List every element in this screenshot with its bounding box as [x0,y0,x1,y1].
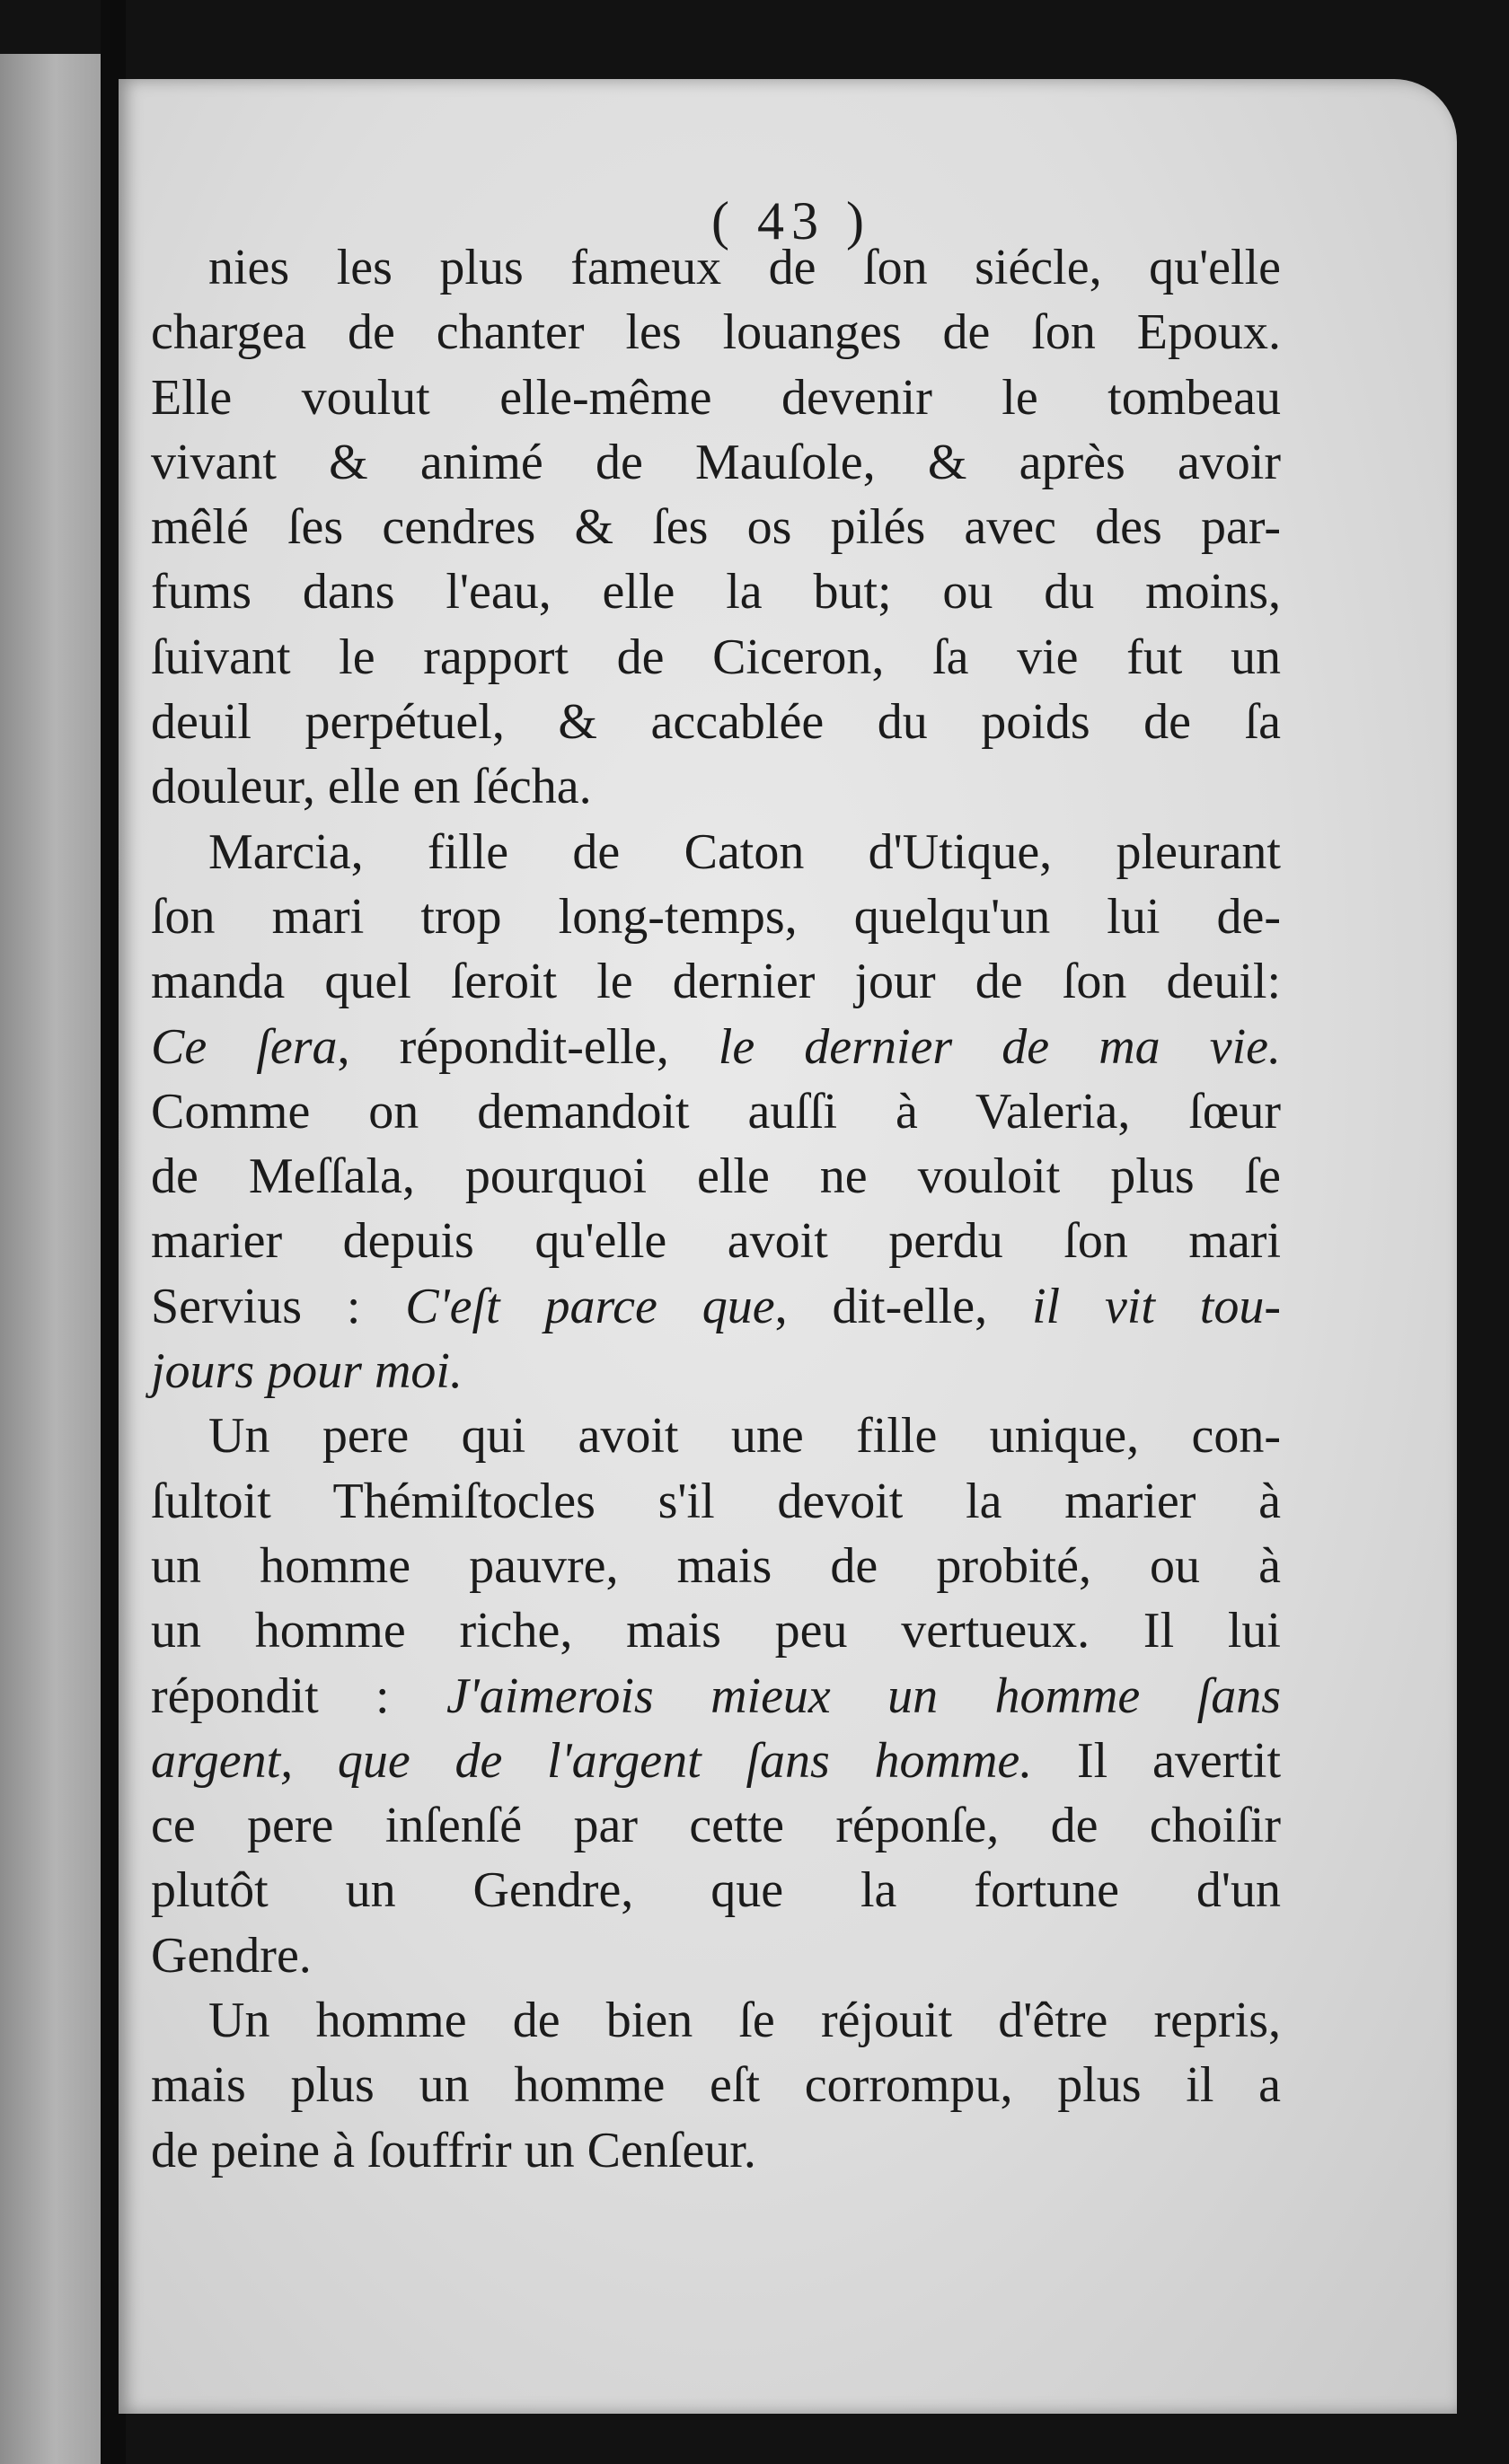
paragraph [151,820,1281,1404]
italic-text: Ce ſera [151,1018,338,1075]
text-line [151,1469,1281,1534]
text-run: Comme on demandoit auſſi à Valeria, ſœur [151,1083,1281,1140]
text-run: Il avertit [1032,1732,1281,1789]
italic-text: C'eſt parce que [405,1278,775,1334]
page-number: ( 43 ) [711,191,871,251]
text-run: douleur, elle en ſécha. [151,759,592,815]
text-run: marier depuis qu'elle avoit perdu ſon mari [151,1213,1281,1270]
text-line [151,1793,1281,1858]
text-run: un homme pauvre, mais de probité, ou à [151,1537,1281,1594]
text-line [151,559,1281,624]
text-run: de Meſſala, pourquoi elle ne vouloit plus ſe [151,1148,1281,1205]
text-line [151,884,1281,949]
text-line [151,820,1281,884]
text-run: , dit-elle, [774,1278,1032,1334]
text-line [151,949,1281,1014]
text-run: ſultoit Thémiſtocles s'il devoit la marier à [151,1473,1281,1529]
text-run: Elle voulut elle-même devenir le tombeau [151,369,1281,426]
text-run: Un pere qui avoit une fille unique, con- [208,1408,1281,1465]
text-run: Gendre. [151,1927,312,1984]
text-run: nies les plus fameux de ſon siécle, qu'elle [208,240,1281,295]
text-run: mêlé ſes cendres & ſes os pilés avec des par- [151,499,1281,556]
text-run: répondit : [151,1668,446,1724]
text-line [151,1729,1281,1793]
text-run: un homme riche, mais peu vertueux. Il lui [151,1603,1281,1659]
text-run: Un homme de bien ſe réjouit d'être repris, [208,1993,1281,2049]
text-line [151,1988,1281,2053]
text-line [151,690,1281,754]
paragraph [151,1404,1281,1988]
text-run: vivant & animé de Mauſole, & après avoir [151,434,1281,490]
text-line [151,1923,1281,1988]
text-line [151,2118,1281,2183]
text-line [151,1079,1281,1144]
page-text [151,235,1281,2183]
italic-text: il vit tou- [1031,1278,1282,1334]
text-line [151,1534,1281,1598]
text-run: plutôt un Gendre, que la fortune d'un [151,1862,1281,1919]
italic-text: le dernier de ma vie. [718,1018,1281,1075]
text-line [151,1209,1281,1273]
text-line [151,2053,1281,2117]
text-run: Servius : [151,1278,406,1334]
italic-text: argent, que de l'argent ſans homme. [151,1732,1033,1789]
text-line [151,495,1281,559]
text-run: deuil perpétuel, & accablée du poids de ſa [151,694,1281,751]
text-line [151,235,1281,300]
text-run: de peine à ſouffrir un Cenſeur. [151,2122,756,2178]
text-line [151,1858,1281,1923]
text-line [151,1664,1281,1729]
italic-text: jours pour moi. [151,1343,463,1400]
text-line [151,1144,1281,1209]
text-line [151,1274,1281,1339]
text-line [151,625,1281,690]
text-run: chargea de chanter les louanges de ſon Epoux. [151,304,1281,361]
text-line [151,754,1281,819]
text-line [151,1339,1281,1404]
text-run: fums dans l'eau, elle la but; ou du moins, [151,564,1281,620]
text-line [151,365,1281,430]
paragraph [151,1988,1281,2183]
text-run: , répondit-elle, [337,1018,719,1075]
text-run: mais plus un homme eſt corrompu, plus il a [151,2057,1281,2114]
text-run: ce pere inſenſé par cette réponſe, de choiſir [151,1798,1281,1854]
text-line [151,1598,1281,1663]
text-line [151,300,1281,365]
text-run: Marcia, fille de Caton d'Utique, pleurant [208,823,1281,880]
text-run: ſon mari trop long-temps, quelqu'un lui de- [151,888,1281,945]
italic-text: J'aimerois mieux un homme ſans [446,1668,1281,1724]
text-line [151,1404,1281,1468]
paragraph [151,235,1281,820]
text-run: manda quel ſeroit le dernier jour de ſon deuil: [151,954,1281,1010]
text-line [151,430,1281,495]
text-line [151,1015,1281,1079]
text-run: ſuivant le rapport de Ciceron, ſa vie fut un [151,629,1281,685]
previous-page-edge [0,54,101,2464]
